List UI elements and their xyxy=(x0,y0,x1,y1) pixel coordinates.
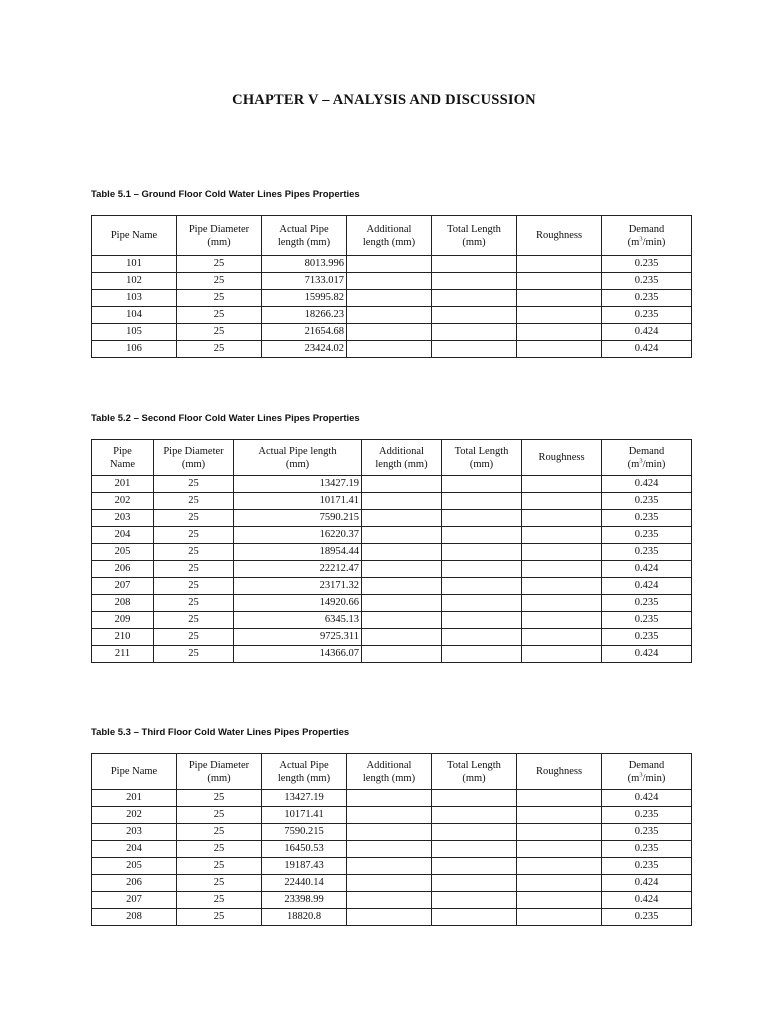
total-length-cell xyxy=(432,256,517,273)
demand-cell: 0.424 xyxy=(602,892,692,909)
total-length-cell xyxy=(442,510,522,527)
total-length-cell xyxy=(432,307,517,324)
pipe-diameter-cell: 25 xyxy=(154,493,234,510)
actual-length-cell: 10171.41 xyxy=(234,493,362,510)
roughness-cell xyxy=(517,324,602,341)
header-demand: Demand $(m^3/\min)$ xyxy=(602,754,692,790)
demand-cell: 0.235 xyxy=(602,595,692,612)
total-length-cell xyxy=(432,858,517,875)
roughness-cell xyxy=(522,527,602,544)
additional-length-cell xyxy=(347,290,432,307)
demand-cell: 0.424 xyxy=(602,341,692,358)
total-length-cell xyxy=(432,790,517,807)
additional-length-cell xyxy=(347,909,432,926)
table-row xyxy=(92,341,692,358)
demand-cell: 0.424 xyxy=(602,646,692,663)
pipe-diameter-cell: 25 xyxy=(177,324,262,341)
table-header-row xyxy=(92,440,692,476)
pipe-name-cell: 208 xyxy=(92,909,177,926)
roughness-cell xyxy=(517,892,602,909)
total-length-cell xyxy=(442,595,522,612)
actual-length-cell: 22440.14 xyxy=(262,875,347,892)
table-row xyxy=(92,612,692,629)
pipe-name-cell: 202 xyxy=(92,493,154,510)
actual-length-cell: 10171.41 xyxy=(262,807,347,824)
table-header-row xyxy=(92,216,692,256)
table-5-3-caption: Table 5.3 – Third Floor Cold Water Lines Pipes Properties xyxy=(91,727,350,738)
pipe-diameter-cell: 25 xyxy=(177,807,262,824)
roughness-cell xyxy=(522,544,602,561)
actual-length-cell: 6345.13 xyxy=(234,612,362,629)
pipe-name-cell: 201 xyxy=(92,790,177,807)
additional-length-cell xyxy=(362,527,442,544)
total-length-cell xyxy=(442,629,522,646)
table-5-2-caption: Table 5.2 – Second Floor Cold Water Lines Pipes Properties xyxy=(91,413,360,424)
pipe-name-cell: 105 xyxy=(92,324,177,341)
pipe-diameter-cell: 25 xyxy=(154,595,234,612)
table-row xyxy=(92,476,692,493)
roughness-cell xyxy=(522,629,602,646)
pipe-diameter-cell: 25 xyxy=(154,578,234,595)
demand-cell: 0.424 xyxy=(602,476,692,493)
pipe-name-cell: 203 xyxy=(92,510,154,527)
table-row xyxy=(92,892,692,909)
header-additional-length: Additional length (mm) xyxy=(347,754,432,790)
additional-length-cell xyxy=(347,824,432,841)
pipe-name-cell: 207 xyxy=(92,578,154,595)
demand-cell: 0.235 xyxy=(602,909,692,926)
additional-length-cell xyxy=(362,510,442,527)
actual-length-cell: 14366.07 xyxy=(234,646,362,663)
pipe-name-cell: 205 xyxy=(92,858,177,875)
demand-cell: 0.235 xyxy=(602,256,692,273)
pipe-diameter-cell: 25 xyxy=(177,307,262,324)
actual-length-cell: 15995.82 xyxy=(262,290,347,307)
pipe-diameter-cell: 25 xyxy=(177,273,262,290)
demand-cell: 0.424 xyxy=(602,561,692,578)
additional-length-cell xyxy=(347,807,432,824)
total-length-cell xyxy=(432,841,517,858)
pipe-diameter-cell: 25 xyxy=(154,646,234,663)
pipe-diameter-cell: 25 xyxy=(177,875,262,892)
table-5-3 xyxy=(91,753,692,926)
table-row xyxy=(92,807,692,824)
additional-length-cell xyxy=(362,561,442,578)
pipe-diameter-cell: 25 xyxy=(177,824,262,841)
actual-length-cell: 7133.017 xyxy=(262,273,347,290)
demand-cell: 0.235 xyxy=(602,629,692,646)
demand-cell: 0.235 xyxy=(602,307,692,324)
demand-cell: 0.235 xyxy=(602,807,692,824)
table-5-2 xyxy=(91,439,692,663)
pipe-diameter-cell: 25 xyxy=(177,256,262,273)
roughness-cell xyxy=(517,790,602,807)
total-length-cell xyxy=(432,875,517,892)
total-length-cell xyxy=(442,561,522,578)
total-length-cell xyxy=(432,273,517,290)
table-row xyxy=(92,646,692,663)
roughness-cell xyxy=(522,476,602,493)
total-length-cell xyxy=(442,578,522,595)
actual-length-cell: 14920.66 xyxy=(234,595,362,612)
table-row xyxy=(92,595,692,612)
actual-length-cell: 18266.23 xyxy=(262,307,347,324)
demand-cell: 0.235 xyxy=(602,493,692,510)
table-row xyxy=(92,875,692,892)
pipe-name-cell: 104 xyxy=(92,307,177,324)
chapter-title: CHAPTER V – ANALYSIS AND DISCUSSION xyxy=(232,92,536,108)
additional-length-cell xyxy=(347,324,432,341)
header-pipe-name: Pipe Name xyxy=(92,216,177,256)
actual-length-cell: 23424.02 xyxy=(262,341,347,358)
demand-cell: 0.424 xyxy=(602,578,692,595)
total-length-cell xyxy=(432,324,517,341)
roughness-cell xyxy=(522,612,602,629)
table-5-1-caption: Table 5.1 – Ground Floor Cold Water Lines Pipes Properties xyxy=(91,189,360,200)
header-pipe-name: Pipe Name xyxy=(92,754,177,790)
demand-cell: 0.235 xyxy=(602,858,692,875)
roughness-cell xyxy=(522,578,602,595)
table-row xyxy=(92,273,692,290)
table-row xyxy=(92,256,692,273)
table-row xyxy=(92,841,692,858)
demand-cell: 0.424 xyxy=(602,324,692,341)
pipe-name-cell: 209 xyxy=(92,612,154,629)
header-total-length: Total Length (mm) xyxy=(442,440,522,476)
roughness-cell xyxy=(517,841,602,858)
header-total-length: Total Length (mm) xyxy=(432,216,517,256)
header-demand: Demand $(m^3/\min)$ xyxy=(602,216,692,256)
roughness-cell xyxy=(517,875,602,892)
pipe-diameter-cell: 25 xyxy=(177,892,262,909)
additional-length-cell xyxy=(362,544,442,561)
roughness-cell xyxy=(517,807,602,824)
demand-cell: 0.235 xyxy=(602,824,692,841)
actual-length-cell: 19187.43 xyxy=(262,858,347,875)
pipe-name-cell: 106 xyxy=(92,341,177,358)
actual-length-cell: 23171.32 xyxy=(234,578,362,595)
additional-length-cell xyxy=(347,841,432,858)
pipe-name-cell: 206 xyxy=(92,875,177,892)
total-length-cell xyxy=(442,646,522,663)
table-row xyxy=(92,324,692,341)
actual-length-cell: 7590.215 xyxy=(234,510,362,527)
total-length-cell xyxy=(432,341,517,358)
total-length-cell xyxy=(442,612,522,629)
pipe-name-cell: 102 xyxy=(92,273,177,290)
header-roughness: Roughness xyxy=(522,440,602,476)
roughness-cell xyxy=(517,273,602,290)
roughness-cell xyxy=(522,493,602,510)
pipe-diameter-cell: 25 xyxy=(154,476,234,493)
pipe-diameter-cell: 25 xyxy=(177,290,262,307)
pipe-diameter-cell: 25 xyxy=(154,561,234,578)
header-pipe-name: Pipe Name xyxy=(92,440,154,476)
pipe-name-cell: 101 xyxy=(92,256,177,273)
demand-cell: 0.235 xyxy=(602,290,692,307)
actual-length-cell: 16450.53 xyxy=(262,841,347,858)
additional-length-cell xyxy=(362,612,442,629)
pipe-name-cell: 207 xyxy=(92,892,177,909)
header-roughness: Roughness xyxy=(517,754,602,790)
total-length-cell xyxy=(432,290,517,307)
table-row xyxy=(92,561,692,578)
additional-length-cell xyxy=(347,256,432,273)
pipe-name-cell: 103 xyxy=(92,290,177,307)
pipe-diameter-cell: 25 xyxy=(154,612,234,629)
pipe-name-cell: 206 xyxy=(92,561,154,578)
pipe-name-cell: 201 xyxy=(92,476,154,493)
demand-cell: 0.235 xyxy=(602,527,692,544)
pipe-diameter-cell: 25 xyxy=(177,790,262,807)
table-row xyxy=(92,858,692,875)
actual-length-cell: 22212.47 xyxy=(234,561,362,578)
header-additional-length: Additional length (mm) xyxy=(362,440,442,476)
roughness-cell xyxy=(517,341,602,358)
total-length-cell xyxy=(442,544,522,561)
additional-length-cell xyxy=(362,646,442,663)
total-length-cell xyxy=(442,527,522,544)
header-pipe-diameter: Pipe Diameter (mm) xyxy=(154,440,234,476)
additional-length-cell xyxy=(347,307,432,324)
pipe-name-cell: 204 xyxy=(92,527,154,544)
roughness-cell xyxy=(522,595,602,612)
header-actual-pipe-length: Actual Pipe length (mm) xyxy=(234,440,362,476)
header-pipe-diameter: Pipe Diameter (mm) xyxy=(177,216,262,256)
actual-length-cell: 16220.37 xyxy=(234,527,362,544)
additional-length-cell xyxy=(362,629,442,646)
table-row xyxy=(92,290,692,307)
additional-length-cell xyxy=(362,578,442,595)
demand-cell: 0.235 xyxy=(602,841,692,858)
table-row xyxy=(92,790,692,807)
table-row xyxy=(92,578,692,595)
actual-length-cell: 23398.99 xyxy=(262,892,347,909)
header-additional-length: Additional length (mm) xyxy=(347,216,432,256)
additional-length-cell xyxy=(347,875,432,892)
table-row xyxy=(92,527,692,544)
header-actual-pipe-length: Actual Pipe length (mm) xyxy=(262,216,347,256)
table-row xyxy=(92,307,692,324)
pipe-diameter-cell: 25 xyxy=(177,909,262,926)
additional-length-cell xyxy=(347,790,432,807)
table-row xyxy=(92,629,692,646)
roughness-cell xyxy=(517,290,602,307)
actual-length-cell: 9725.311 xyxy=(234,629,362,646)
header-demand: Demand $(m^3/\min)$ xyxy=(602,440,692,476)
additional-length-cell xyxy=(362,476,442,493)
actual-length-cell: 18954.44 xyxy=(234,544,362,561)
header-roughness: Roughness xyxy=(517,216,602,256)
header-actual-pipe-length: Actual Pipe length (mm) xyxy=(262,754,347,790)
pipe-diameter-cell: 25 xyxy=(154,629,234,646)
table-5-1 xyxy=(91,215,692,358)
demand-cell: 0.235 xyxy=(602,510,692,527)
pipe-name-cell: 205 xyxy=(92,544,154,561)
additional-length-cell xyxy=(362,595,442,612)
actual-length-cell: 13427.19 xyxy=(234,476,362,493)
roughness-cell xyxy=(517,858,602,875)
pipe-name-cell: 210 xyxy=(92,629,154,646)
header-pipe-diameter: Pipe Diameter (mm) xyxy=(177,754,262,790)
roughness-cell xyxy=(517,909,602,926)
table-row xyxy=(92,544,692,561)
pipe-diameter-cell: 25 xyxy=(177,858,262,875)
table-row xyxy=(92,909,692,926)
pipe-name-cell: 202 xyxy=(92,807,177,824)
roughness-cell xyxy=(522,510,602,527)
roughness-cell xyxy=(517,307,602,324)
additional-length-cell xyxy=(347,892,432,909)
roughness-cell xyxy=(517,256,602,273)
demand-cell: 0.235 xyxy=(602,612,692,629)
pipe-name-cell: 204 xyxy=(92,841,177,858)
demand-cell: 0.424 xyxy=(602,790,692,807)
table-row xyxy=(92,510,692,527)
total-length-cell xyxy=(442,476,522,493)
additional-length-cell xyxy=(347,858,432,875)
table-row xyxy=(92,824,692,841)
actual-length-cell: 8013.996 xyxy=(262,256,347,273)
pipe-name-cell: 203 xyxy=(92,824,177,841)
actual-length-cell: 21654.68 xyxy=(262,324,347,341)
roughness-cell xyxy=(517,824,602,841)
total-length-cell xyxy=(442,493,522,510)
total-length-cell xyxy=(432,892,517,909)
total-length-cell xyxy=(432,909,517,926)
pipe-diameter-cell: 25 xyxy=(177,841,262,858)
roughness-cell xyxy=(522,646,602,663)
pipe-diameter-cell: 25 xyxy=(154,544,234,561)
pipe-name-cell: 211 xyxy=(92,646,154,663)
actual-length-cell: 7590.215 xyxy=(262,824,347,841)
pipe-diameter-cell: 25 xyxy=(154,527,234,544)
table-header-row xyxy=(92,754,692,790)
additional-length-cell xyxy=(362,493,442,510)
table-row xyxy=(92,493,692,510)
header-total-length: Total Length (mm) xyxy=(432,754,517,790)
total-length-cell xyxy=(432,807,517,824)
demand-cell: 0.235 xyxy=(602,273,692,290)
additional-length-cell xyxy=(347,273,432,290)
actual-length-cell: 13427.19 xyxy=(262,790,347,807)
demand-cell: 0.424 xyxy=(602,875,692,892)
pipe-diameter-cell: 25 xyxy=(177,341,262,358)
pipe-name-cell: 208 xyxy=(92,595,154,612)
additional-length-cell xyxy=(347,341,432,358)
total-length-cell xyxy=(432,824,517,841)
pipe-diameter-cell: 25 xyxy=(154,510,234,527)
roughness-cell xyxy=(522,561,602,578)
actual-length-cell: 18820.8 xyxy=(262,909,347,926)
demand-cell: 0.235 xyxy=(602,544,692,561)
